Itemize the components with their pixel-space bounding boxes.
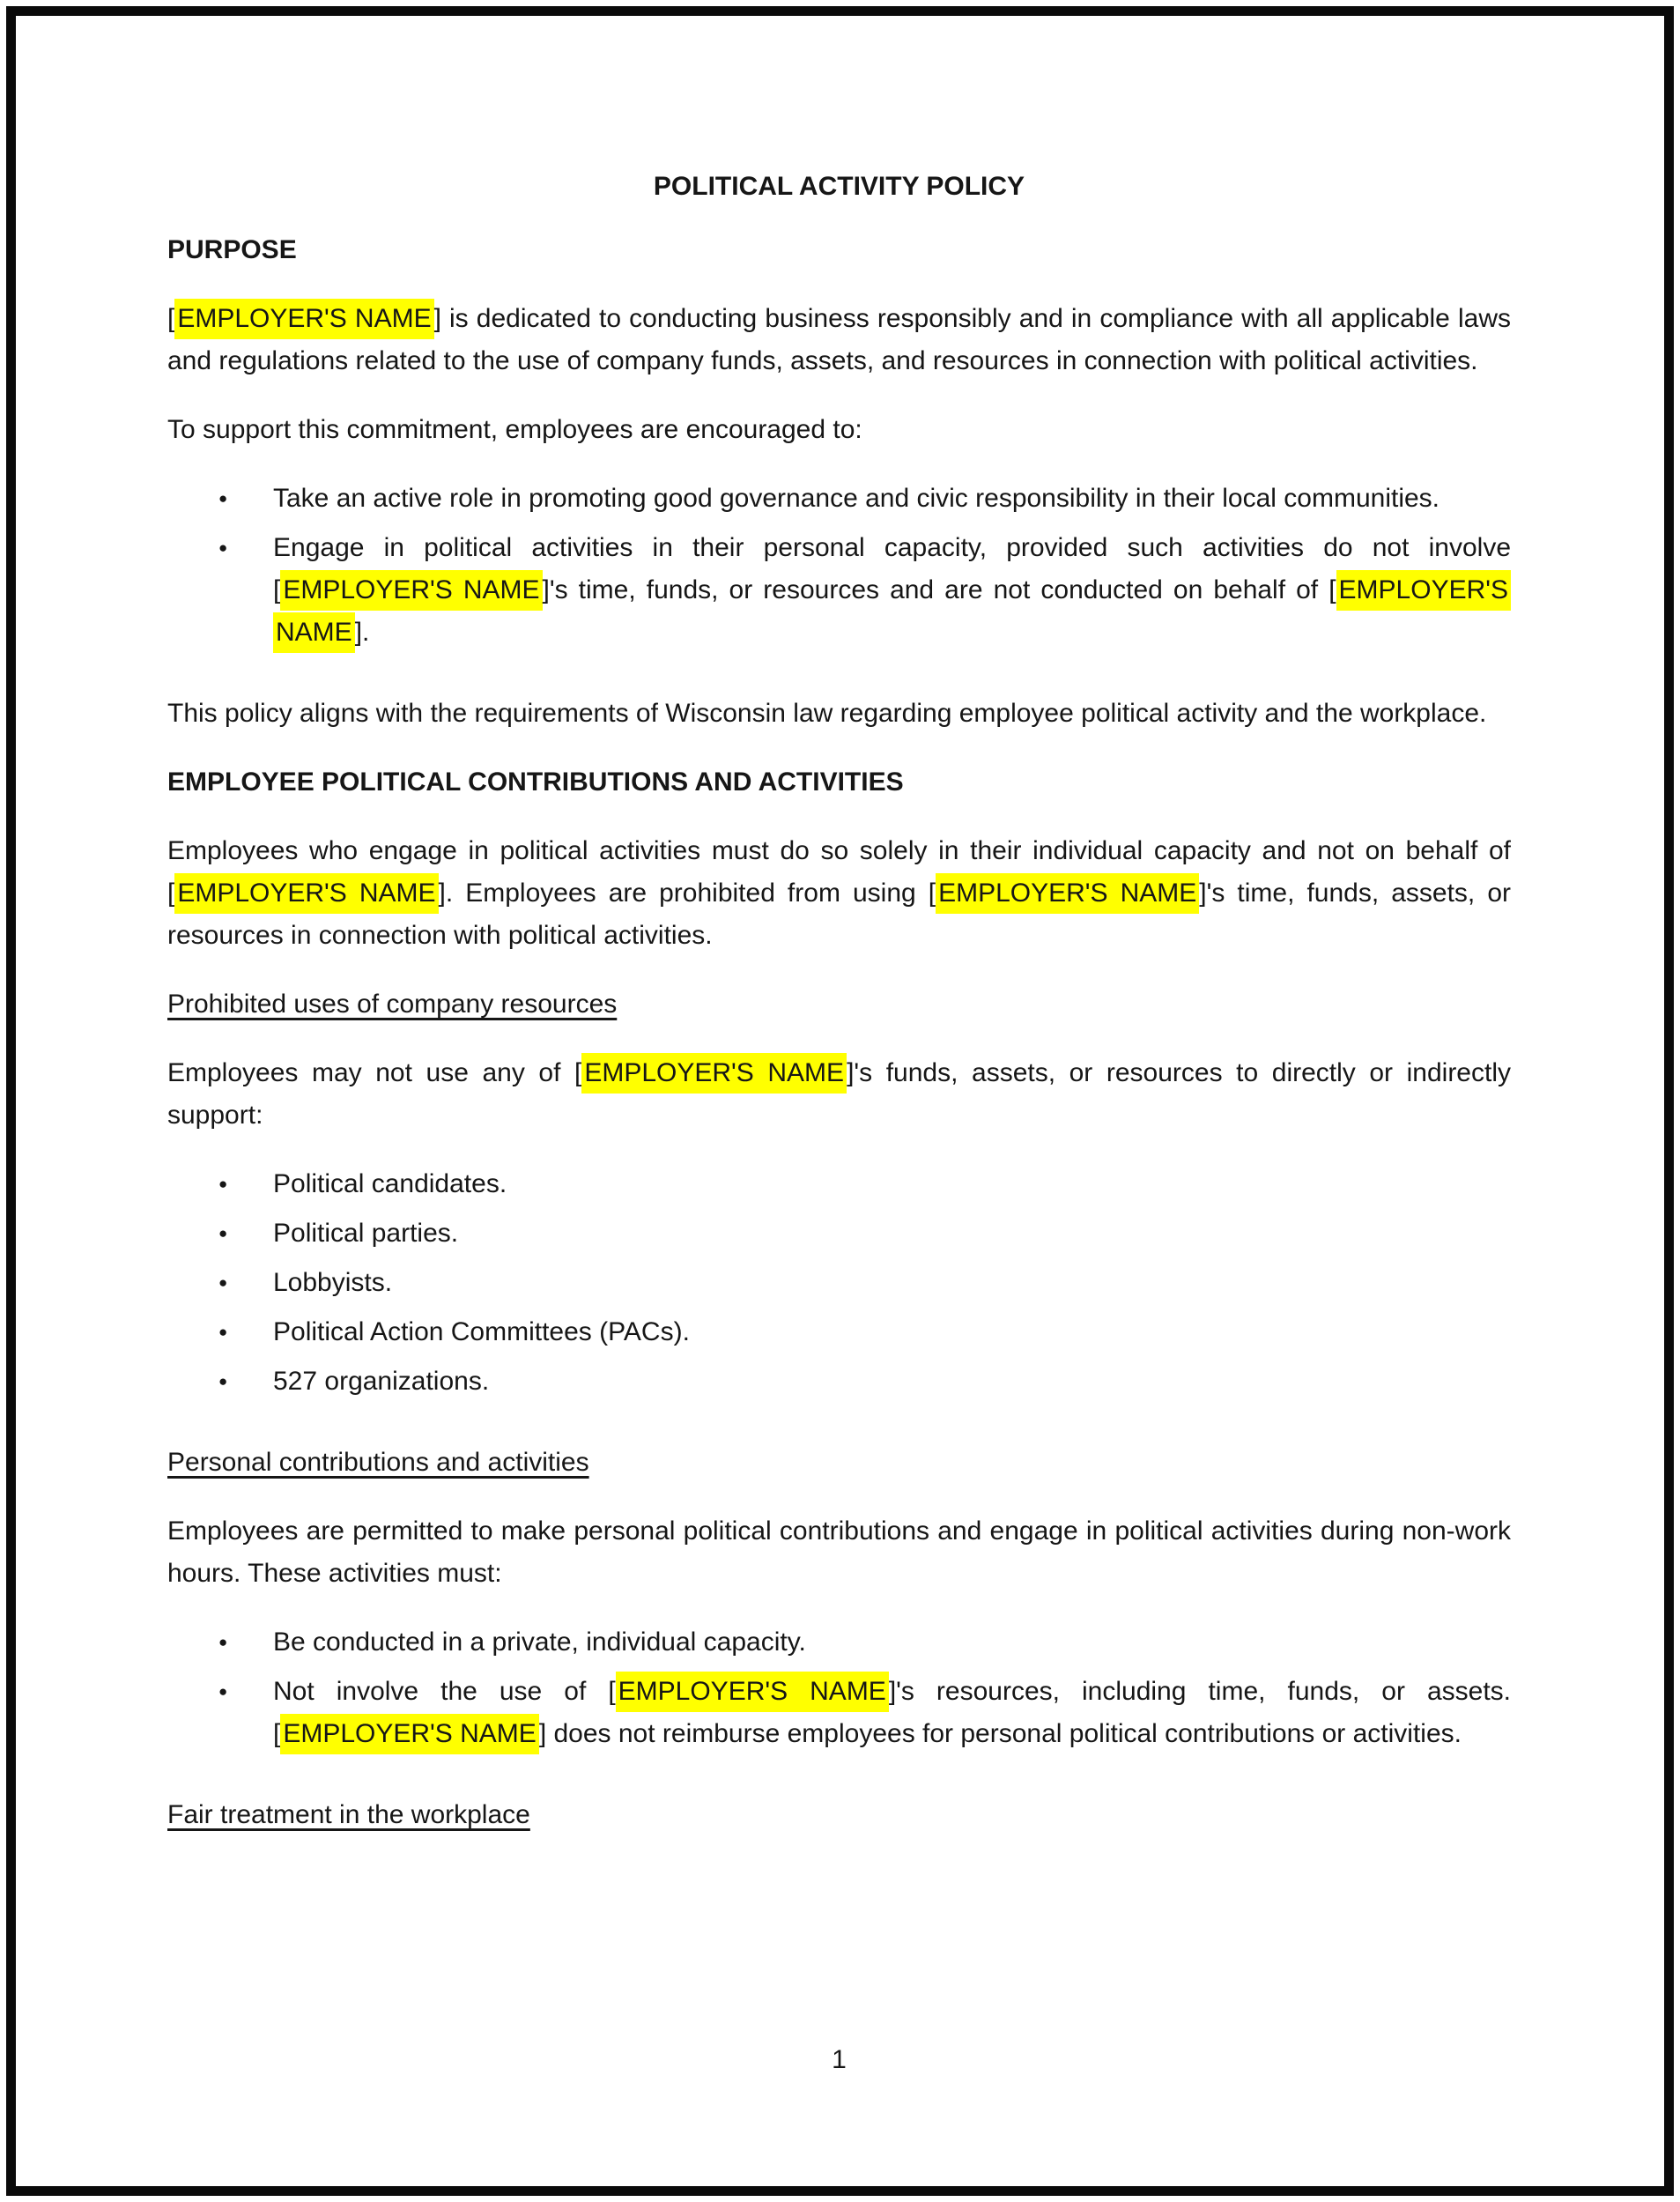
highlighted-placeholder: EMPLOYER'S NAME [174, 873, 438, 914]
text-segment: [ [167, 304, 175, 333]
purpose-paragraph-2: To support this commitment, employees are encouraged to: [167, 415, 862, 444]
text-segment: Engage in political activities in their personal capacity, provided such activities do not involve [ [273, 533, 1511, 604]
personal-contributions-list [167, 1621, 1511, 1755]
text-segment: ]. Employees are prohibited from using [ [438, 879, 936, 908]
list-item: ● Political parties. [167, 1212, 1511, 1255]
text-segment: ] does not reimburse employees for personal political contributions or activities. [538, 1719, 1462, 1748]
text-segment: ]'s time, funds, or resources and are not conducted on behalf of [ [542, 575, 1336, 604]
contributions-intro [167, 830, 1511, 957]
text-segment: ]'s funds, assets, or resources to directly or indirectly support: [167, 1058, 1511, 1130]
personal-contributions-intro: Employees are permitted to make personal political contributions and engage in political activities during non-work hours. These activities must: [167, 1516, 1511, 1588]
list-item [167, 1621, 1511, 1664]
purpose-paragraph-3: This policy aligns with the requirements of Wisconsin law regarding employee political activity and the workplace. [167, 699, 1487, 728]
text-segment: Employees may not use any of [ [167, 1058, 582, 1087]
list-item [167, 478, 1511, 520]
highlighted-placeholder: EMPLOYER'S NAME [616, 1672, 889, 1712]
document-title: POLITICAL ACTIVITY POLICY [653, 172, 1025, 201]
page-number: 1 [832, 2045, 847, 2074]
document-content [167, 0, 1511, 2202]
highlighted-placeholder: EMPLOYER'S NAME [273, 570, 1511, 653]
list-item [167, 527, 1511, 654]
text-segment: ] is dedicated to conducting business responsibly and in compliance with all applicable laws and regulations related to the use of company funds, assets, and resources in connection with political activities. [167, 304, 1511, 375]
prohibited-uses-list [167, 1163, 1511, 1403]
list-item: ● 527 organizations. [167, 1360, 1511, 1403]
purpose-heading: PURPOSE [167, 235, 297, 264]
purpose-paragraph-1 [167, 298, 1511, 382]
list-item [167, 1671, 1511, 1755]
highlighted-placeholder: EMPLOYER'S NAME [280, 1714, 538, 1754]
fair-treatment-subheading: Fair treatment in the workplace [167, 1800, 530, 1829]
encouraged-activities-list [167, 478, 1511, 654]
text-segment: ]. [354, 618, 370, 647]
list-item: ● Political candidates. [167, 1163, 1511, 1205]
personal-contributions-subheading: Personal contributions and activities [167, 1448, 589, 1477]
highlighted-placeholder: EMPLOYER'S NAME [280, 570, 542, 611]
text-segment: Employees who engage in political activities must do so solely in their individual capacity and not on behalf of [ [167, 836, 1511, 908]
text-segment: Take an active role in promoting good governance and civic responsibility in their local communities. [273, 484, 1440, 513]
list-item: ● Lobbyists. [167, 1262, 1511, 1304]
text-segment: ]'s time, funds, assets, or resources in connection with political activities. [167, 879, 1511, 950]
list-item: ● Political Action Committees (PACs). [167, 1311, 1511, 1353]
prohibited-uses-subheading: Prohibited uses of company resources [167, 990, 618, 1019]
text-segment: Not involve the use of [ [273, 1677, 616, 1706]
highlighted-placeholder: EMPLOYER'S NAME [174, 299, 433, 339]
text-segment: Be conducted in a private, individual capacity. [273, 1627, 806, 1657]
prohibited-uses-intro [167, 1052, 1511, 1137]
highlighted-placeholder: EMPLOYER'S NAME [581, 1053, 847, 1094]
contributions-heading: EMPLOYEE POLITICAL CONTRIBUTIONS AND ACTIVITIES [167, 767, 904, 797]
highlighted-placeholder: EMPLOYER'S NAME [936, 873, 1199, 914]
text-segment: ]'s resources, including time, funds, or assets. [ [273, 1677, 1511, 1748]
